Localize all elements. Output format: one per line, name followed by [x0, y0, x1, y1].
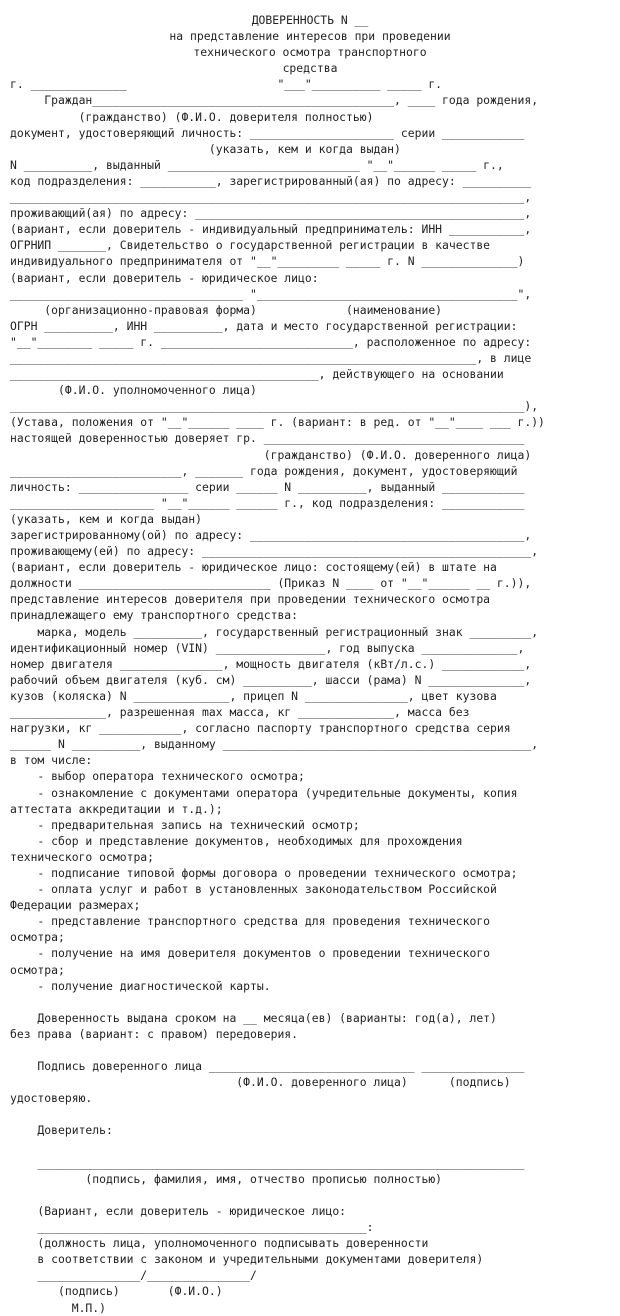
form-line: - предварительная запись на технический осмотр; [10, 817, 360, 832]
form-line: _______________________________________________________________________ [10, 1155, 525, 1170]
form-line: удостоверяю. [10, 1091, 93, 1106]
form-line: (вариант, если доверитель - юридическое лицо: состоящему(ей) в штате на [10, 560, 497, 575]
form-line: ______________, разрешенная max масса, кг ______________, масса без [10, 705, 470, 720]
form-line: без права (вариант: с правом) передоверия. [10, 1026, 299, 1041]
form-line: документ, удостоверяющий личность: _____________________ серии ____________ [10, 125, 525, 140]
form-line: марка, модель __________, государственный регистрационный знак _________, [10, 624, 539, 639]
form-line: код подразделения: ___________, зарегистрированный(ая) по адресу: __________ [10, 173, 532, 188]
form-line [10, 1106, 610, 1122]
form-line: проживающему(ей) по адресу: ________________________________________________, [10, 544, 539, 559]
form-line: (гражданство) (Ф.И.О. доверителя полностью) [10, 109, 374, 124]
form-line: (Ф.И.О. уполномоченного лица) [10, 383, 257, 398]
form-line: (вариант, если доверитель - индивидуальный предприниматель: ИНН ___________, [10, 222, 532, 237]
form-line: - подписание типовой формы договора о проведении технического осмотра; [10, 865, 518, 880]
form-line: - сбор и представление документов, необходимых для прохождения [10, 833, 463, 848]
form-line: зарегистрированному(ой) по адресу: ________________________________________, [10, 528, 532, 542]
form-line: (вариант, если доверитель - юридическое лицо: [10, 270, 319, 285]
form-line: личность: ________________ серии ______ N __________, выданный ____________ [10, 479, 525, 494]
form-line: М.П.) [10, 1300, 107, 1315]
form-line: ____________________________________________________________________, в лице [10, 350, 532, 365]
form-line: в соответствии с законом и учредительными документами доверителя) [10, 1252, 484, 1267]
document-header [10, 12, 610, 76]
form-line [10, 1187, 610, 1203]
form-line: (Вариант, если доверитель - юридическое лицо: [10, 1203, 347, 1218]
form-line: _____________________________________________, действующего на основании [10, 367, 504, 382]
form-line: Федерации размерах; [10, 898, 141, 913]
form-line: Доверитель: [10, 1123, 113, 1138]
form-line: (Устава, положения от "__"______ ____ г. (вариант: в ред. от "__"____ ___ г.)) [10, 415, 545, 430]
form-line: (подпись) (Ф.И.О.) [10, 1284, 223, 1299]
form-line: осмотра; [10, 962, 65, 977]
form-line: г. ______________ "___"__________ _____ г. [10, 77, 443, 92]
form-line: принадлежащего ему транспортного средства: [10, 608, 299, 623]
form-line: ________________________________________________: [10, 1220, 374, 1235]
document-title: ДОВЕРЕННОСТЬ N __ [251, 13, 369, 27]
form-line: (Ф.И.О. доверенного лица) (подпись) [10, 1075, 511, 1090]
form-line: (указать, кем и когда выдан) [10, 141, 401, 156]
form-line [10, 994, 610, 1010]
form-line: - оплата услуг и работ в установленных законодательством Российской [10, 882, 497, 897]
form-line: (должность лица, уполномоченного подписывать доверенности [10, 1236, 429, 1251]
form-line: кузов (коляска) N ______________, прицеп N _______________, цвет кузова [10, 688, 497, 703]
form-line: представление интересов доверителя при проведении технического осмотра [10, 592, 491, 607]
form-line: (гражданство) (Ф.И.О. доверенного лица) [10, 447, 532, 462]
form-line: ОГРНИП _______, Свидетельство о государственной регистрации в качестве [10, 238, 491, 253]
form-line [10, 1042, 610, 1058]
form-line: - представление транспортного средства для проведения технического [10, 914, 491, 929]
form-line: N __________, выданный ____________________________ "__"______ _____ г., [10, 157, 504, 172]
document-subtitle-line: на представление интересов при проведении [169, 29, 451, 44]
form-line: "__"________ _____ г. ____________________________, расположенное по адресу: [10, 334, 532, 349]
form-line: __________________________________ "______________________________________", [10, 286, 532, 301]
form-line: (указать, кем и когда выдан) [10, 511, 203, 526]
form-line: _____________________ "__"______ ______ г., код подразделения: ____________ [10, 495, 525, 510]
form-line: настоящей доверенностью доверяет гр. ______________________________________ [10, 431, 525, 446]
form-line: (подпись, фамилия, имя, отчество прописью полностью) [10, 1171, 443, 1186]
form-line: ___________________________________________________________________________), [10, 399, 539, 414]
form-line: - получение на имя доверителя документов о проведении технического [10, 946, 491, 961]
form-line: рабочий объем двигателя (куб. см) __________, шасси (рама) N ______________, [10, 672, 532, 687]
form-line: идентификационный номер (VIN) ________________, год выпуска ______________, [10, 640, 525, 655]
form-line: осмотра; [10, 930, 65, 945]
form-line [10, 1139, 610, 1155]
form-line: - получение диагностической карты. [10, 978, 271, 993]
document-subtitle-line: средства [282, 61, 338, 76]
form-line: номер двигателя _______________, мощность двигателя (кВт/л.с.) ____________, [10, 656, 532, 671]
form-line: проживающий(ая) по адресу: ________________________________________________, [10, 206, 532, 221]
form-line: (организационно-правовая форма) (наименование) [10, 302, 443, 317]
form-line: технического осмотра; [10, 849, 155, 864]
form-line: Граждан____________________________________________, ____ года рождения, [10, 93, 539, 108]
form-line: - выбор оператора технического осмотра; [10, 769, 305, 784]
form-line: - ознакомление с документами оператора (учредительные документы, копия [10, 785, 518, 800]
document-subtitle-line: технического осмотра транспортного [193, 45, 427, 60]
form-line: в том числе: [10, 753, 93, 768]
form-line: ______ N __________, выданному _____________________________________________, [10, 737, 539, 752]
form-line: Подпись доверенного лица ______________________________ _______________ [10, 1059, 525, 1074]
form-line: Доверенность выдана сроком на __ месяца(ев) (варианты: год(а), лет) [10, 1010, 497, 1025]
form-line: _______________/_______________/ [10, 1268, 257, 1283]
form-line: ОГРН __________, ИНН __________, дата и место государственной регистрации: [10, 318, 518, 333]
form-line: должности ____________________________ (Приказ N ____ от "__"______ __ г.)), [10, 576, 532, 591]
form-line: нагрузки, кг ____________, согласно паспорту транспортного средства серия [10, 721, 511, 736]
document-body [10, 76, 610, 1315]
form-line: ___________________________________________________________________________, [10, 190, 532, 205]
form-line: индивидуального предпринимателя от "__"_________ _____ г. N ______________) [10, 254, 525, 269]
form-line: аттестата аккредитации и т.д.); [10, 801, 223, 816]
form-line: _________________________, _______ года рождения, документ, удостоверяющий [10, 463, 518, 478]
